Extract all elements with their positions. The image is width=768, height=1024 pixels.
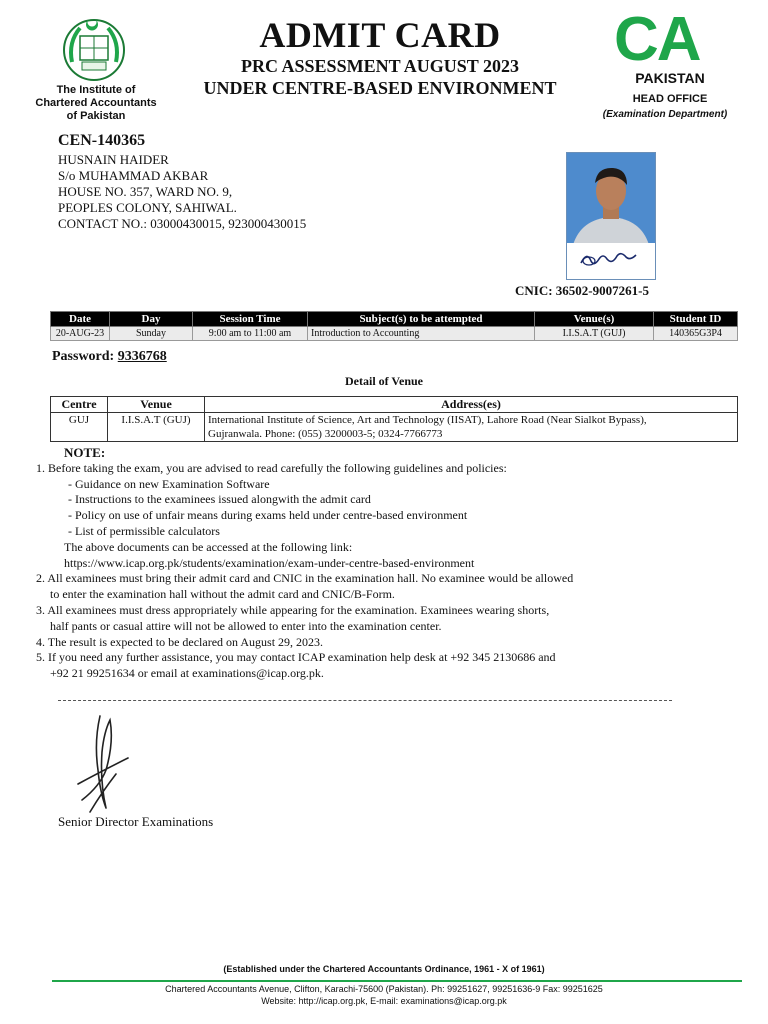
header-venues: Venue(s) — [535, 312, 654, 327]
exam-schedule-table — [50, 311, 738, 341]
cen-number: CEN-140365 — [58, 132, 146, 149]
note-2-line-1: 2. All examinees must bring their admit card and CNIC in the examination hall. No examinee would be allowed — [36, 571, 574, 586]
footer-established: (Established under the Chartered Accountants Ordinance, 1961 - X of 1961) — [223, 964, 545, 974]
password-row — [52, 349, 167, 365]
note-1-item: - List of permissible calculators — [68, 523, 220, 538]
cell-subject: Introduction to Accounting — [308, 327, 535, 341]
institute-name-line3: of Pakistan — [66, 110, 126, 122]
candidate-photo — [566, 152, 656, 280]
ca-country: PAKISTAN — [635, 70, 705, 86]
signature-mark — [70, 712, 140, 818]
venue-table-header — [51, 397, 738, 413]
header-venue: Venue — [108, 397, 205, 413]
venue-table — [50, 396, 738, 442]
footer-divider — [52, 980, 742, 982]
cnic-number: CNIC: 36502-9007261-5 — [515, 283, 649, 298]
candidate-name: HUSNAIN HAIDER — [58, 152, 169, 167]
address-line-2: PEOPLES COLONY, SAHIWAL. — [58, 200, 237, 215]
cell-date: 20-AUG-23 — [51, 327, 110, 341]
note-1-item: - Guidance on new Examination Software — [68, 476, 270, 491]
table-row — [51, 327, 738, 341]
signatory-title: Senior Director Examinations — [58, 814, 214, 829]
address-line-2: Gujranwala. Phone: (055) 3200003-5; 0324-7766773 — [208, 428, 443, 440]
cell-student-id: 140365G3P4 — [654, 327, 738, 341]
cell-centre: GUJ — [51, 413, 108, 442]
cell-venue-name: I.I.S.A.T (GUJ) — [108, 413, 205, 442]
note-1-link-intro: The above documents can be accessed at the following link: — [64, 539, 353, 554]
cell-venue: I.I.S.A.T (GUJ) — [535, 327, 654, 341]
footer-address: Chartered Accountants Avenue, Clifton, Karachi-75600 (Pakistan). Ph: 99251627, 99251636-9 Fax: 99251625 — [165, 984, 603, 994]
ca-department: (Examination Department) — [602, 109, 728, 120]
candidate-parent: S/o MUHAMMAD AKBAR — [58, 168, 209, 183]
header-session-time: Session Time — [193, 312, 308, 327]
header-student-id: Student ID — [654, 312, 738, 327]
address-line-1: International Institute of Science, Art and Technology (IISAT), Lahore Road (Near Sialkot Bypass), — [208, 414, 647, 426]
cell-day: Sunday — [110, 327, 193, 341]
institute-name-line1: The Institute of — [56, 84, 136, 96]
address-line-1: HOUSE NO. 357, WARD NO. 9, — [58, 184, 233, 199]
note-1-item: - Instructions to the examinees issued alongwith the admit card — [68, 492, 371, 507]
institute-name-line2: Chartered Accountants — [35, 97, 157, 109]
icap-crest-icon — [58, 12, 130, 84]
note-1-item: - Policy on use of unfair means during exams held under centre-based environment — [68, 508, 468, 523]
dashed-divider — [58, 700, 672, 701]
ca-office: HEAD OFFICE — [632, 93, 708, 105]
footer-website: Website: http://icap.org.pk, E-mail: examinations@icap.org.pk — [261, 996, 507, 1006]
note-1-link[interactable]: https://www.icap.org.pk/students/examination/exam-under-centre-based-environment — [64, 555, 475, 570]
header-address: Address(es) — [205, 397, 738, 413]
cell-session-time: 9:00 am to 11:00 am — [193, 327, 308, 341]
contact-number: CONTACT NO.: 03000430015, 923000430015 — [58, 216, 307, 231]
note-2-line-2: to enter the examination hall without the admit card and CNIC/B-Form. — [50, 587, 395, 602]
exam-table-header — [51, 312, 738, 327]
header-date: Date — [51, 312, 110, 327]
table-row — [51, 413, 738, 442]
venue-heading: Detail of Venue — [345, 374, 423, 388]
subtitle-environment: UNDER CENTRE-BASED ENVIRONMENT — [203, 78, 557, 98]
page-title: ADMIT CARD — [259, 15, 501, 55]
cell-address — [205, 413, 738, 442]
password-label: Password: — [52, 349, 115, 364]
candidate-details — [58, 133, 306, 232]
header-day: Day — [110, 312, 193, 327]
institute-name — [30, 84, 162, 123]
note-5-line-1: 5. If you need any further assistance, you may contact ICAP examination help desk at +92 345 2130686 and — [36, 650, 556, 665]
notes-section — [36, 445, 736, 682]
note-3-line-2: half pants or casual attire will not be allowed to enter into the examination center. — [50, 618, 442, 633]
note-heading: NOTE: — [64, 445, 106, 460]
header-centre: Centre — [51, 397, 108, 413]
subtitle-assessment: PRC ASSESSMENT AUGUST 2023 — [241, 56, 519, 76]
note-1: 1. Before taking the exam, you are advised to read carefully the following guidelines and policies: — [36, 460, 507, 475]
password-value: 9336768 — [117, 349, 167, 364]
note-4: 4. The result is expected to be declared on August 29, 2023. — [36, 634, 324, 649]
note-3-line-1: 3. All examinees must dress appropriately while appearing for the examination. Examinees wearing shorts, — [36, 602, 550, 617]
note-5-line-2: +92 21 99251634 or email at examinations@icap.org.pk. — [50, 666, 324, 681]
header-subjects: Subject(s) to be attempted — [308, 312, 535, 327]
ca-logo: CA — [614, 5, 700, 74]
